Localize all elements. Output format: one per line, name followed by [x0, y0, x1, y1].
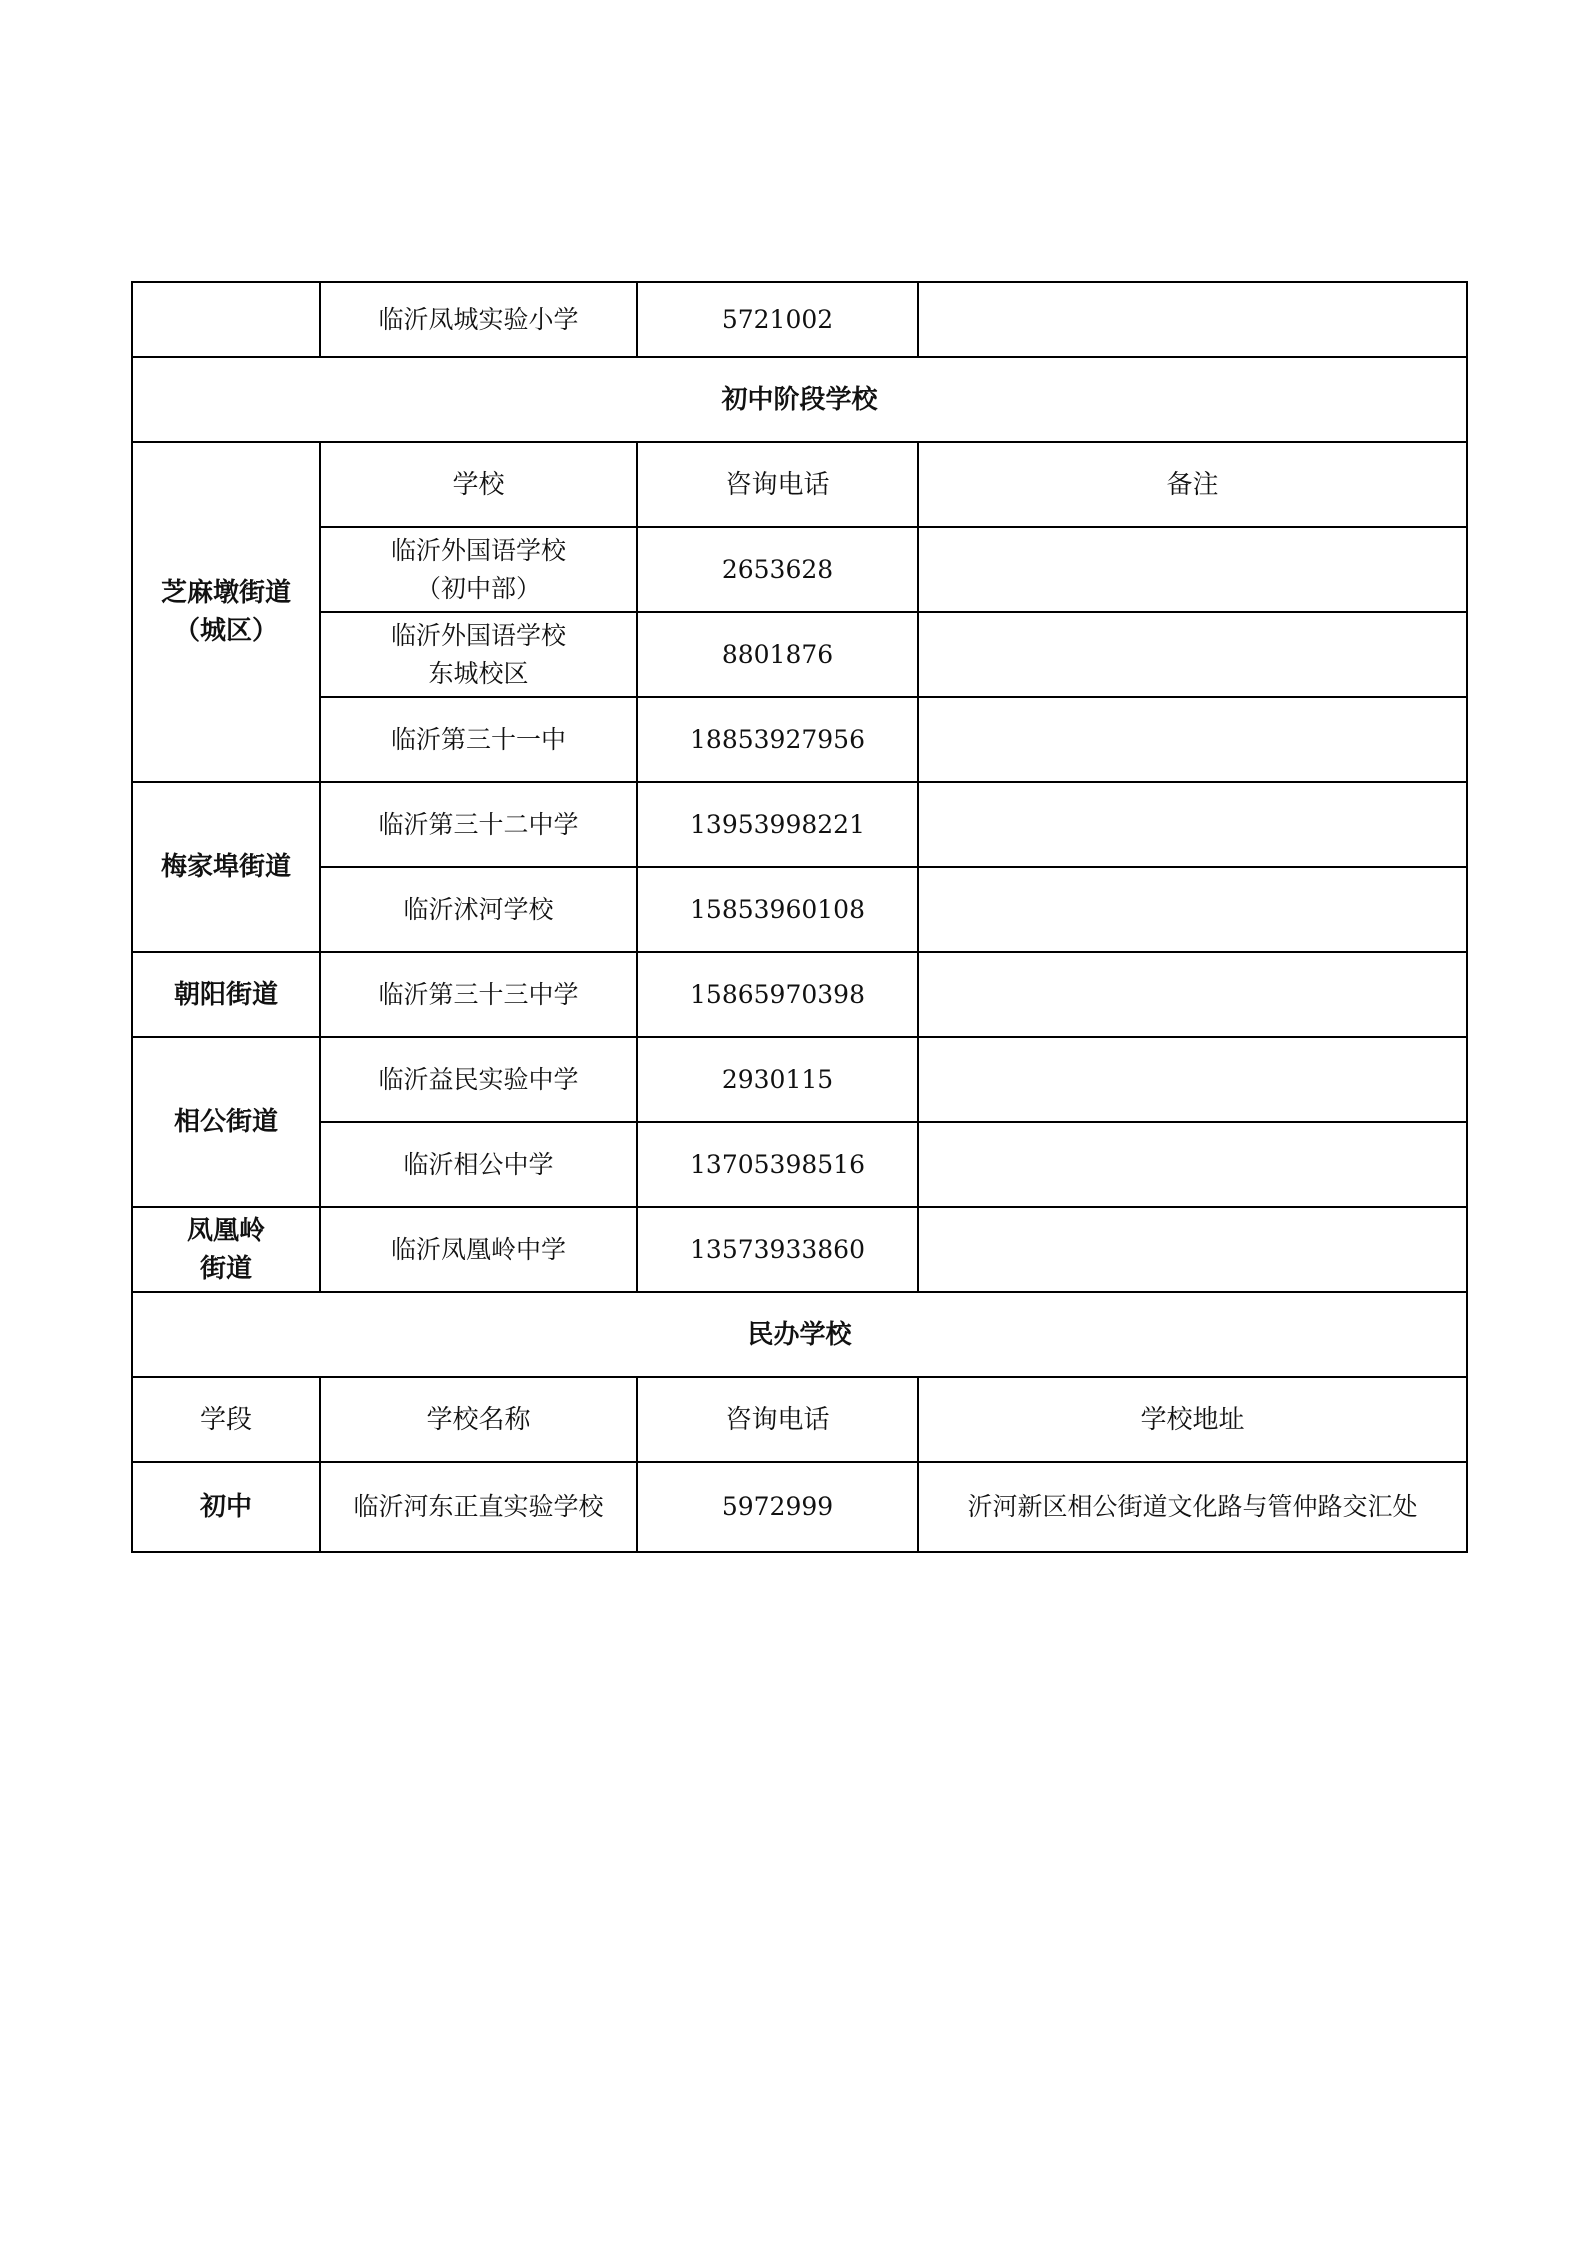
- header-remark: 备注: [918, 442, 1467, 527]
- district-cell: [132, 442, 320, 782]
- school-name-cell: [320, 527, 637, 612]
- header-address: 学校地址: [918, 1377, 1467, 1462]
- remark-cell: [918, 1207, 1467, 1292]
- phone-cell: 5972999: [637, 1462, 918, 1552]
- school-name-cell-line: 临沂沭河学校: [403, 894, 554, 924]
- header-row: [132, 1377, 1467, 1462]
- stage-cell: 初中: [132, 1462, 320, 1552]
- remark-cell: [918, 697, 1467, 782]
- district-cell-line: 相公街道: [173, 1107, 278, 1137]
- table-row: [132, 527, 1467, 612]
- remark-cell: [918, 782, 1467, 867]
- district-cell: [132, 282, 320, 357]
- phone-cell: 13705398516: [637, 1122, 918, 1207]
- school-name-cell: [320, 1122, 637, 1207]
- section-title-row: [132, 1292, 1467, 1377]
- district-cell: [132, 952, 320, 1037]
- table-body: [132, 282, 1467, 1552]
- middle-school-section-title: 初中阶段学校: [132, 357, 1467, 442]
- remark-cell: [918, 527, 1467, 612]
- table-row: [132, 1207, 1467, 1292]
- school-name-cell: [320, 952, 637, 1037]
- school-name-cell-line: 临沂外国语学校: [390, 620, 566, 650]
- header-school: 学校: [320, 442, 637, 527]
- table-row: [132, 1122, 1467, 1207]
- phone-cell: 18853927956: [637, 697, 918, 782]
- school-name-cell: 临沂河东正直实验学校: [320, 1462, 637, 1552]
- school-name-cell-line: 临沂外国语学校: [390, 535, 566, 565]
- remark-cell: [918, 1037, 1467, 1122]
- district-cell: [132, 1207, 320, 1292]
- table-row: [132, 782, 1467, 867]
- school-name-cell: [320, 782, 637, 867]
- header-stage: 学段: [132, 1377, 320, 1462]
- section-title-row: [132, 357, 1467, 442]
- phone-cell: 5721002: [637, 282, 918, 357]
- header-school-name: 学校名称: [320, 1377, 637, 1462]
- table-row: [132, 697, 1467, 782]
- phone-cell: 13953998221: [637, 782, 918, 867]
- table-row: [132, 1462, 1467, 1552]
- district-cell-line: 朝阳街道: [173, 979, 278, 1010]
- school-name-cell: [320, 1207, 637, 1292]
- phone-cell: 2930115: [637, 1037, 918, 1122]
- school-name-cell-line: 东城校区: [428, 658, 529, 688]
- remark-cell: [918, 1122, 1467, 1207]
- school-name-cell: [320, 867, 637, 952]
- district-cell-line: 梅家埠街道: [160, 852, 291, 882]
- header-phone: 咨询电话: [637, 1377, 918, 1462]
- table-row: [132, 952, 1467, 1037]
- table-row: [132, 282, 1467, 357]
- district-cell-line: 凤凰岭: [186, 1215, 265, 1246]
- table-row: [132, 867, 1467, 952]
- district-cell: [132, 1037, 320, 1207]
- header-phone: 咨询电话: [637, 442, 918, 527]
- school-contact-table: [131, 281, 1468, 1553]
- district-cell-line: 芝麻墩街道: [160, 578, 291, 608]
- school-name-cell-line: （初中部）: [415, 573, 541, 603]
- school-name-cell-line: 临沂第三十三中学: [378, 979, 579, 1009]
- phone-cell: 13573933860: [637, 1207, 918, 1292]
- remark-cell: [918, 282, 1467, 357]
- school-name-cell: [320, 697, 637, 782]
- table-row: [132, 612, 1467, 697]
- school-name-cell-line: 临沂第三十一中: [390, 724, 566, 754]
- remark-cell: [918, 612, 1467, 697]
- phone-cell: 15853960108: [637, 867, 918, 952]
- district-cell: [132, 782, 320, 952]
- school-name-cell: 临沂凤城实验小学: [320, 282, 637, 357]
- district-cell-line: （城区）: [173, 616, 278, 646]
- address-cell: 沂河新区相公街道文化路与管仲路交汇处: [918, 1462, 1467, 1552]
- district-cell-line: 街道: [199, 1253, 252, 1284]
- header-row: [132, 442, 1467, 527]
- private-school-section-title: 民办学校: [132, 1292, 1467, 1377]
- table-row: [132, 1037, 1467, 1122]
- remark-cell: [918, 952, 1467, 1037]
- school-name-cell-line: 临沂相公中学: [403, 1149, 554, 1179]
- school-name-cell: [320, 612, 637, 697]
- school-name-cell-line: 临沂益民实验中学: [378, 1064, 579, 1094]
- phone-cell: 15865970398: [637, 952, 918, 1037]
- school-name-cell-line: 临沂第三十二中学: [378, 809, 579, 839]
- phone-cell: 2653628: [637, 527, 918, 612]
- remark-cell: [918, 867, 1467, 952]
- school-name-cell: [320, 1037, 637, 1122]
- school-name-cell-line: 临沂凤凰岭中学: [390, 1234, 566, 1264]
- phone-cell: 8801876: [637, 612, 918, 697]
